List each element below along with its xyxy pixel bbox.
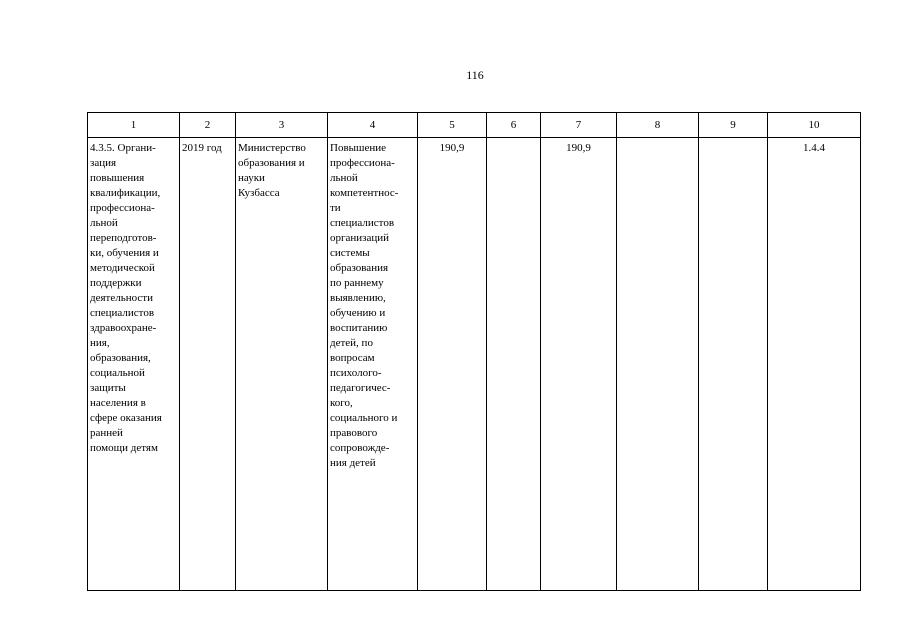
table-row [88, 138, 861, 591]
header-col-10: 10 [768, 113, 861, 138]
cell-col-6 [487, 138, 541, 591]
cell-period: 2019 год [180, 138, 236, 591]
cell-result: Повышение профессиона- льной компетентнос- ти специалистов организаций системы образования по раннему выявлению, обучению и воспитанию детей, по вопросам психолого- педагогичес- кого, социального и правового сопровожде- ния детей [328, 138, 418, 591]
header-col-9: 9 [699, 113, 768, 138]
header-row [88, 113, 861, 138]
header-col-4: 4 [328, 113, 418, 138]
header-col-7: 7 [541, 113, 617, 138]
header-col-3: 3 [236, 113, 328, 138]
cell-col-9 [699, 138, 768, 591]
cell-total: 190,9 [418, 138, 487, 591]
header-col-2: 2 [180, 113, 236, 138]
cell-executor: Министерство образования и науки Кузбасса [236, 138, 328, 591]
page-number: 116 [466, 68, 484, 82]
cell-col-8 [617, 138, 699, 591]
header-col-5: 5 [418, 113, 487, 138]
cell-col-7: 190,9 [541, 138, 617, 591]
header-col-6: 6 [487, 113, 541, 138]
cell-indicator: 1.4.4 [768, 138, 861, 591]
header-col-1: 1 [88, 113, 180, 138]
header-col-8: 8 [617, 113, 699, 138]
cell-activity: 4.3.5. Органи- зация повышения квалификации, профессиона- льной переподготов- ки, обучения и методической поддержки деятельности специалистов здравоохране- ния, образования, социальной защиты населения в сфере оказания ранней помощи детям [88, 138, 180, 591]
program-table [87, 112, 861, 591]
